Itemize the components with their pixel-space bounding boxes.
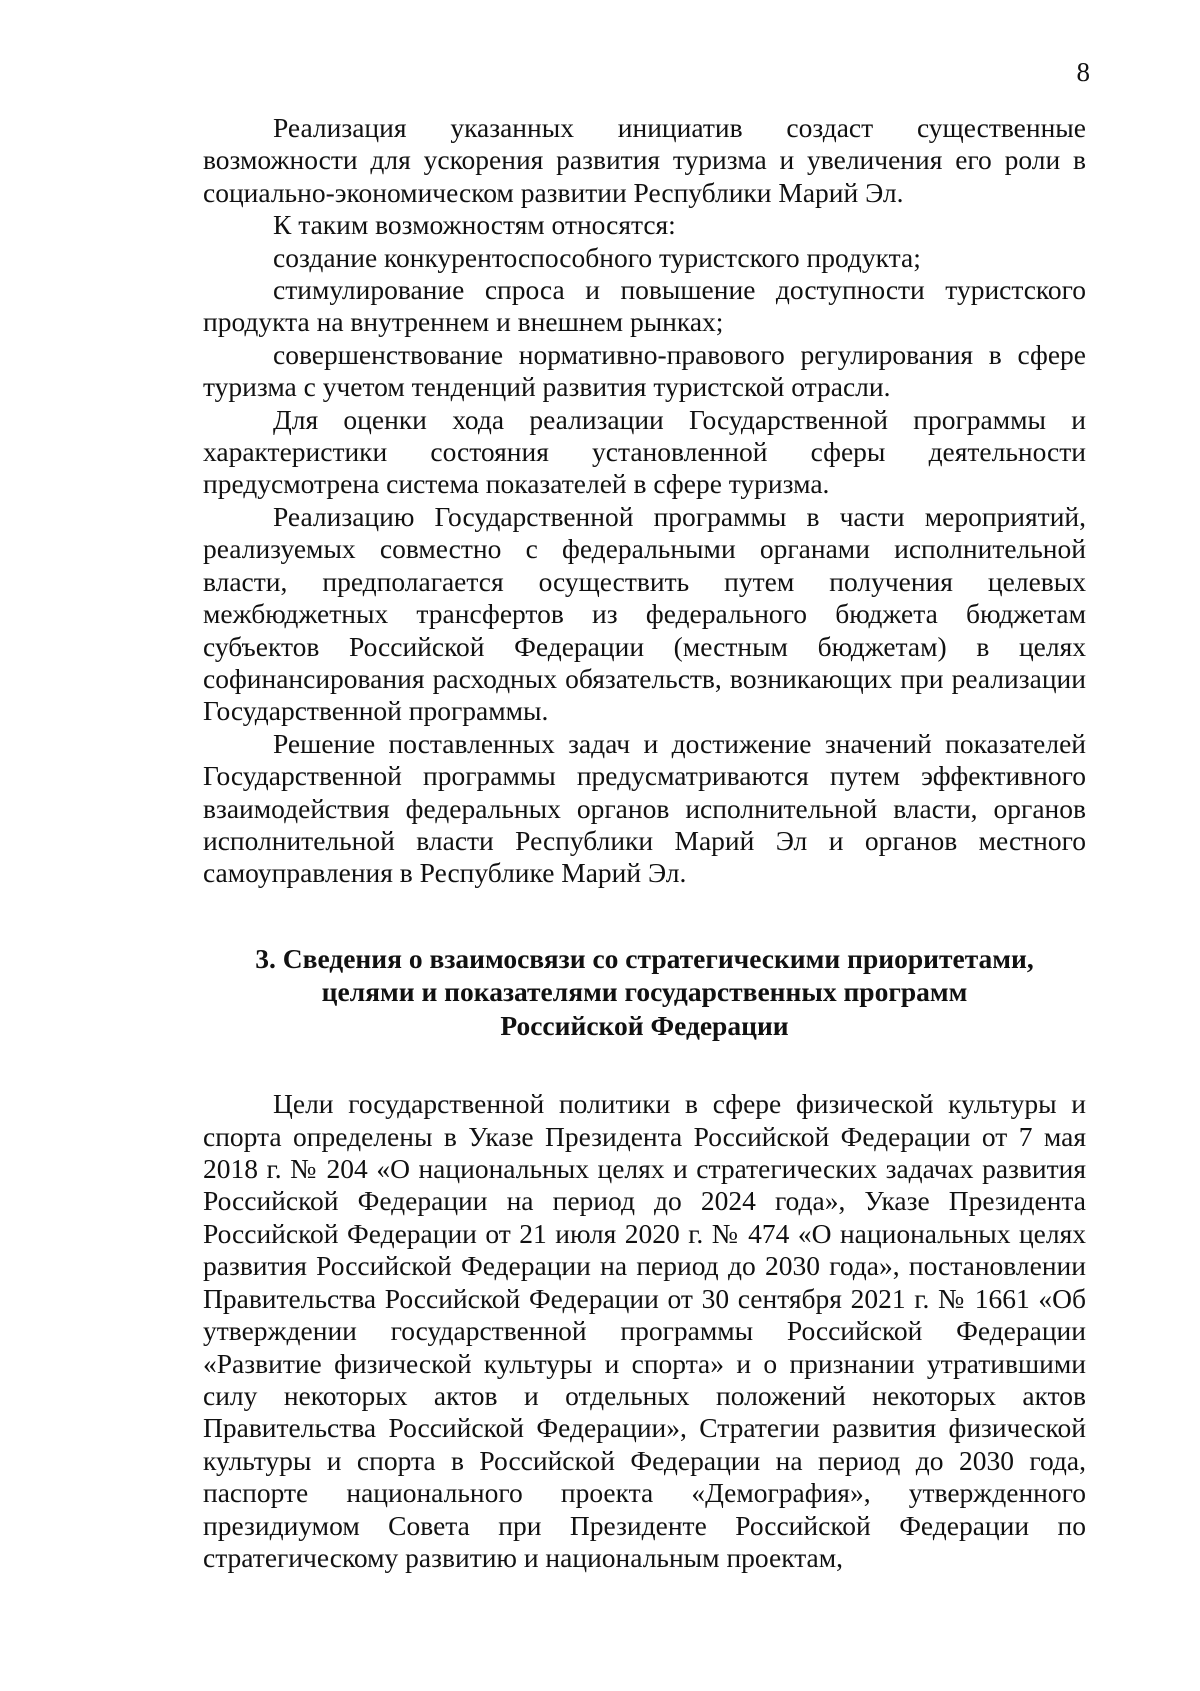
- section-heading-line: 3. Сведения о взаимосвязи со стратегическими приоритетами,: [255, 942, 1034, 974]
- section-heading-line: целями и показателями государственных программ: [321, 976, 968, 1008]
- paragraph: Цели государственной политики в сфере физической культуры и спорта определены в Указе Президента Российской Федерации от 7 мая 2018 г. № 204 «О национальных целях и стратегических задачах развития Российской Федерации на период до 2024 года», Указе Президента Российской Федерации от 21 июля 2020 г. № 474 «О национальных целях развития Российской Федерации на период до 2030 года», постановлении Правительства Российской Федерации от 30 сентября 2021 г. № 1661 «Об утверждении государственной программы Российской Федерации «Развитие физической культуры и спорта» и о признании утратившими силу некоторых актов и отдельных положений некоторых актов Правительства Российской Федерации», Стратегии развития физической культуры и спорта в Российской Федерации на период до 2030 года, паспорте национального проекта «Демография», утвержденного президиумом Совета при Президенте Российской Федерации по стратегическому развитию и национальным проектам,: [203, 1088, 1086, 1573]
- paragraph: К таким возможностям относятся:: [273, 209, 676, 241]
- section-body: [203, 1088, 1086, 1574]
- document-body: [203, 112, 1086, 1574]
- section-heading: [203, 942, 1086, 1043]
- paragraph: Для оценки хода реализации Государственной программы и характеристики состояния установленной сферы деятельности предусмотрена система показателей в сфере туризма.: [203, 403, 1086, 500]
- list-item: совершенствование нормативно-правового регулирования в сфере туризма с учетом тенденций развития туристской отрасли.: [203, 338, 1086, 403]
- paragraph: Реализацию Государственной программы в части мероприятий, реализуемых совместно с федеральными органами исполнительной власти, предполагается осуществить путем получения целевых межбюджетных трансфертов из федерального бюджета бюджетам субъектов Российской Федерации (местным бюджетам) в целях софинансирования расходных обязательств, возникающих при реализации Государственной программы.: [203, 500, 1086, 727]
- paragraph: Решение поставленных задач и достижение значений показателей Государственной программы предусматриваются путем эффективного взаимодействия федеральных органов исполнительной власти, органов исполнительной власти Республики Марий Эл и органов местного самоуправления в Республике Марий Эл.: [203, 727, 1086, 889]
- list-item: создание конкурентоспособного туристского продукта;: [273, 241, 921, 273]
- paragraph: Реализация указанных инициатив создаст существенные возможности для ускорения развития туризма и увеличения его роли в социально-экономическом развитии Республики Марий Эл.: [203, 112, 1086, 208]
- page-number: 8: [1076, 57, 1090, 87]
- list-item: стимулирование спроса и повышение доступности туристского продукта на внутреннем и внешнем рынках;: [203, 274, 1086, 338]
- section-heading-line: Российской Федерации: [500, 1009, 789, 1041]
